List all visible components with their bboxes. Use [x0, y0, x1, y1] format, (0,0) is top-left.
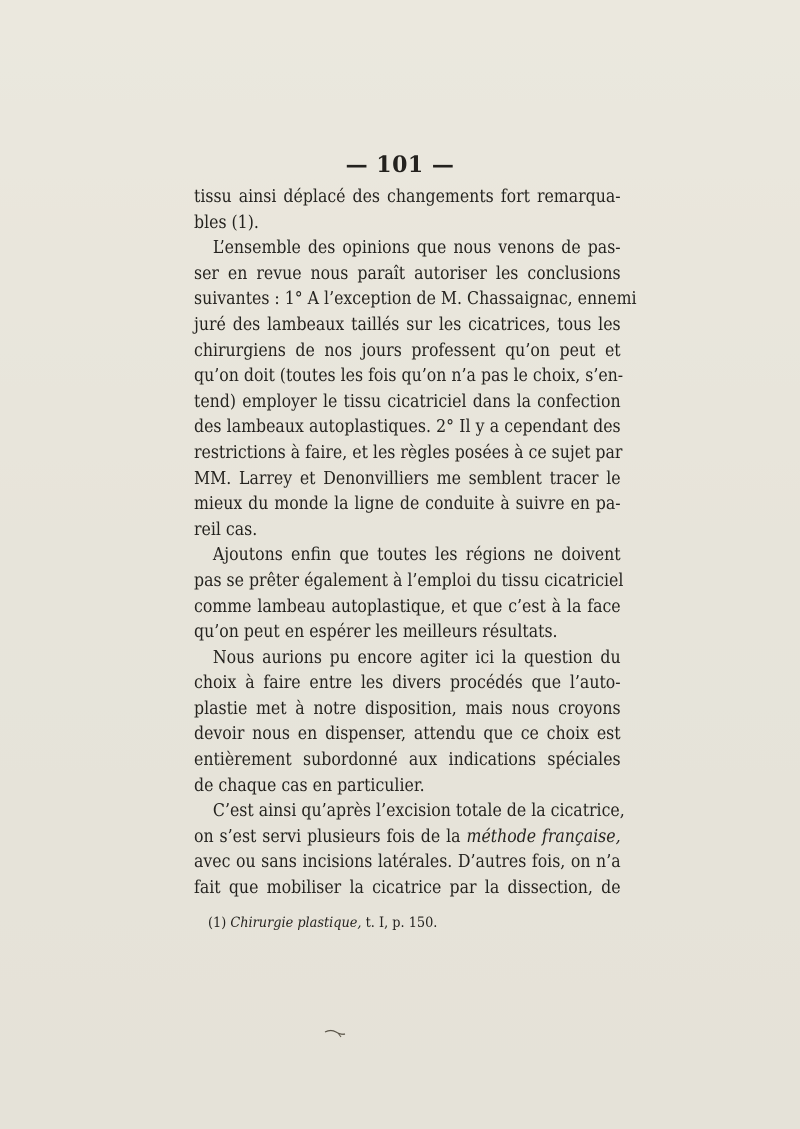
footnote-marker: (1): [208, 915, 227, 931]
text-line: avec ou sans incisions latérales. D’autres fois, on n’a: [194, 852, 621, 873]
text-line: bles (1).: [194, 212, 259, 233]
text-line: Ajoutons enfin que toutes les régions ne doivent: [212, 545, 621, 566]
text-line: reil cas.: [194, 519, 258, 540]
ink-mark-icon: [324, 1028, 346, 1038]
text-line: fait que mobiliser la cicatrice par la dissection, de: [194, 878, 621, 899]
text-line: plastie met à notre disposition, mais nous croyons: [194, 698, 621, 719]
footnote-title: Chirurgie plastique,: [230, 915, 362, 931]
text-line: chirurgiens de nos jours professent qu’on peut et: [194, 340, 621, 361]
text-line: Nous aurions pu encore agiter ici la question du: [212, 647, 621, 668]
body-text: [194, 185, 637, 902]
text-line: qu’on doit (toutes les fois qu’on n’a pas le choix, s’en-: [194, 366, 624, 387]
text-line: MM. Larrey et Denonvilliers me semblent tracer le: [194, 468, 621, 489]
text-line: mieux du monde la ligne de conduite à suivre en pa-: [194, 494, 621, 515]
text-line: restrictions à faire, et les règles posées à ce sujet par: [194, 442, 623, 463]
text-line: L’ensemble des opinions que nous venons de pas-: [212, 238, 621, 259]
text-line: pas se prêter également à l’emploi du tissu cicatriciel: [194, 570, 624, 591]
emphasis: méthode française,: [466, 826, 621, 847]
text-line: tend) employer le tissu cicatriciel dans la confection: [194, 391, 621, 412]
text-line: tissu ainsi déplacé des changements fort remarqua-: [194, 187, 621, 207]
text-line: suivantes : 1° A l’exception de M. Chassaignac, ennemi: [194, 289, 637, 310]
text-line: C’est ainsi qu’après l’excision totale de la cicatrice,: [212, 801, 625, 822]
page-number: — 101 —: [345, 152, 455, 178]
text-fragment: on s’est servi plusieurs fois de la: [194, 826, 461, 847]
text-line: devoir nous en dispenser, attendu que ce choix est: [194, 724, 621, 745]
footnote-reference: t. I, p. 150.: [365, 915, 438, 931]
text-line: ser en revue nous paraît autoriser les conclusions: [194, 263, 621, 284]
text-line: [194, 825, 621, 851]
text-line: juré des lambeaux taillés sur les cicatrices, tous les: [194, 314, 621, 335]
text-line: des lambeaux autoplastiques. 2° Il y a cependant des: [194, 417, 621, 438]
text-line: de chaque cas en particulier.: [194, 775, 425, 796]
text-line: comme lambeau autoplastique, et que c’est à la face: [194, 596, 621, 617]
footnote: [208, 912, 437, 934]
text-line: entièrement subordonné aux indications spéciales: [194, 750, 621, 771]
text-line: qu’on peut en espérer les meilleurs résultats.: [194, 622, 558, 643]
text-line: choix à faire entre les divers procédés que l’auto-: [194, 673, 621, 694]
